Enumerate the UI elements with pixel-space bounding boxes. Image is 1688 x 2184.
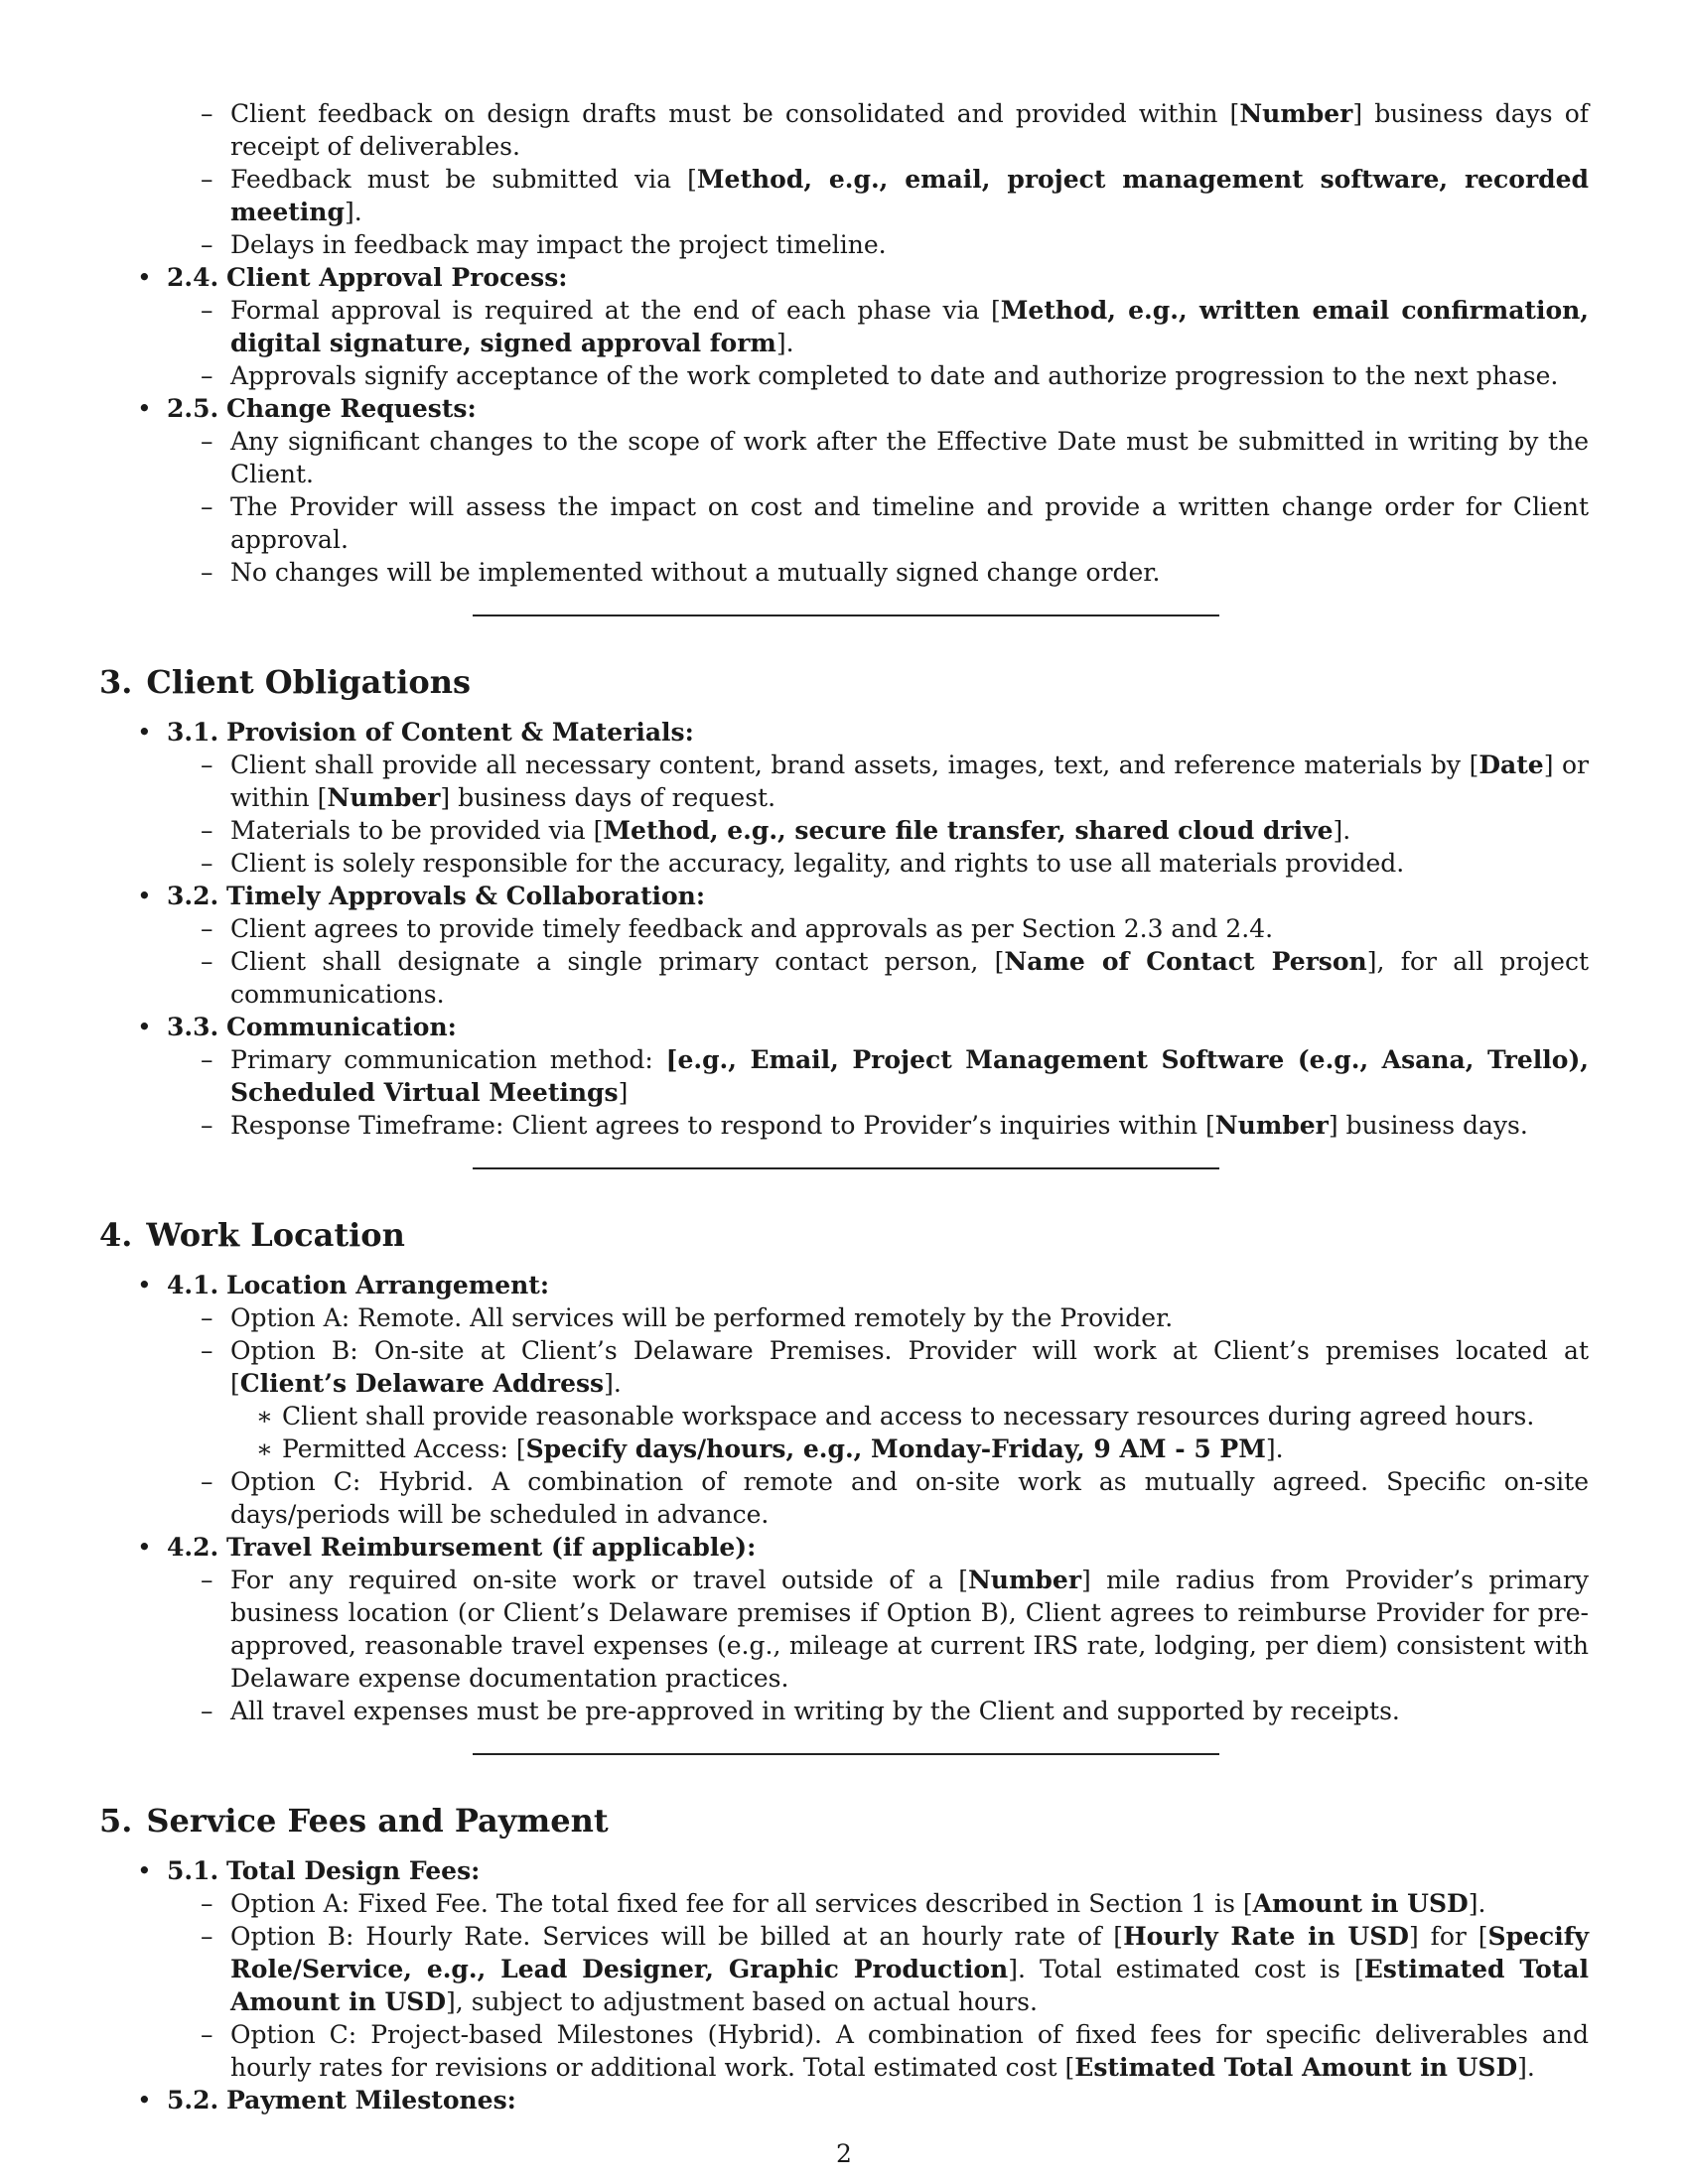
list-item: – Client is solely responsible for the accuracy, legality, and rights to use all materials provided. (167, 847, 1589, 880)
subsection-number: 2.5. (167, 394, 219, 423)
section-2-subsections (99, 261, 1589, 589)
list-item: – Primary communication method: [e.g., Email, Project Management Software (e.g., Asana, Trello), Scheduled Virtual Meetings] (167, 1043, 1589, 1109)
subsection-4-2 (99, 1531, 1589, 1727)
section-3-subsections (99, 716, 1589, 1142)
section-divider (473, 614, 1219, 616)
list-item: – The Provider will assess the impact on cost and timeline and provide a written change order for Client approval. (167, 490, 1589, 556)
list-item: – Delays in feedback may impact the project timeline. (167, 228, 1589, 261)
section-divider (473, 1167, 1219, 1169)
subsection-number: 3.3. (167, 1013, 219, 1041)
subsection-2-4 (99, 261, 1589, 392)
subsection-4-1 (99, 1269, 1589, 1531)
subsection-3-3 (99, 1011, 1589, 1142)
subsection-3-2 (99, 880, 1589, 1011)
subsection-3-1 (99, 716, 1589, 880)
subsection-number: 5.1. (167, 1856, 219, 1885)
section-divider (473, 1753, 1219, 1755)
list-item: ∗ Permitted Access: [Specify days/hours, e.g., Monday-Friday, 9 AM - 5 PM]. (230, 1433, 1589, 1465)
subsection-title: Travel Reimbursement (if applicable): (226, 1533, 757, 1562)
subsection-title: Client Approval Process: (226, 263, 568, 292)
list-item: – Option B: Hourly Rate. Services will be billed at an hourly rate of [Hourly Rate in USD] for [Specify Role/Service, e.g., Lead Designer, Graphic Production]. Total estimated cost is [Estimated Total Amount in USD], subject to adjustment based on actual hours. (167, 1920, 1589, 2018)
list-item: – Option C: Hybrid. A combination of remote and on-site work as mutually agreed. Specific on-site days/periods will be scheduled in advance. (167, 1465, 1589, 1531)
subsection-number: 4.2. (167, 1533, 219, 1562)
feedback-list (167, 97, 1589, 261)
subsection-title: Timely Approvals & Collaboration: (226, 882, 706, 910)
subsection-5-1 (99, 1854, 1589, 2084)
section-heading-5: 5. Service Fees and Payment (99, 1802, 609, 1840)
subsection-5-2 (99, 2084, 1589, 2116)
list-item: – Option C: Project-based Milestones (Hybrid). A combination of fixed fees for specific deliverables and hourly rates for revisions or additional work. Total estimated cost [Estimated Total Amount in USD]. (167, 2018, 1589, 2084)
subsection-number: 4.1. (167, 1271, 219, 1299)
list-item: – Option A: Fixed Fee. The total fixed fee for all services described in Section 1 is [Amount in USD]. (167, 1887, 1589, 1920)
list-item: – Any significant changes to the scope of work after the Effective Date must be submitted in writing by the Client. (167, 425, 1589, 490)
section-heading-4: 4. Work Location (99, 1216, 405, 1254)
subsection-number: 5.2. (167, 2086, 219, 2115)
list-item: – Materials to be provided via [Method, e.g., secure file transfer, shared cloud drive]. (167, 814, 1589, 847)
subsection-number: 3.2. (167, 882, 219, 910)
list-item: – Feedback must be submitted via [Method, e.g., email, project management software, recorded meeting]. (167, 163, 1589, 228)
list-item: – Formal approval is required at the end of each phase via [Method, e.g., written email confirmation, digital signature, signed approval form]. (167, 294, 1589, 359)
subsection-title: Change Requests: (226, 394, 477, 423)
subsection-title: Payment Milestones: (226, 2086, 516, 2115)
subsection-number: 2.4. (167, 263, 219, 292)
subsection-title: Provision of Content & Materials: (226, 718, 694, 747)
subsection-title: Location Arrangement: (226, 1271, 550, 1299)
list-item: – For any required on-site work or travel outside of a [Number] mile radius from Provider’s primary business location (or Client’s Delaware premises if Option B), Client agrees to reimburse Provider for pre-approved, reasonable travel expenses (e.g., mileage at current IRS rate, lodging, per diem) consistent with Delaware expense documentation practices. (167, 1564, 1589, 1695)
document-body (99, 97, 1589, 2116)
page-number: 2 (836, 2139, 852, 2168)
list-item: – All travel expenses must be pre-approved in writing by the Client and supported by receipts. (167, 1695, 1589, 1727)
list-item: – Client agrees to provide timely feedback and approvals as per Section 2.3 and 2.4. (167, 912, 1589, 945)
section-5-subsections (99, 1854, 1589, 2116)
list-item: – Approvals signify acceptance of the work completed to date and authorize progression to the next phase. (167, 359, 1589, 392)
list-item: – Client shall provide all necessary content, brand assets, images, text, and reference materials by [Date] or within [Number] business days of request. (167, 749, 1589, 814)
list-item: ∗ Client shall provide reasonable workspace and access to necessary resources during agreed hours. (230, 1400, 1589, 1433)
list-item: – No changes will be implemented without a mutually signed change order. (167, 556, 1589, 589)
subsection-title: Communication: (226, 1013, 457, 1041)
list-item: – Client shall designate a single primary contact person, [Name of Contact Person], for all project communications. (167, 945, 1589, 1011)
subsection-title: Total Design Fees: (226, 1856, 481, 1885)
subsection-2-5 (99, 392, 1589, 589)
section-heading-3: 3. Client Obligations (99, 663, 471, 701)
list-item: – Response Timeframe: Client agrees to respond to Provider’s inquiries within [Number] business days. (167, 1109, 1589, 1142)
list-item: – Option A: Remote. All services will be performed remotely by the Provider. (167, 1301, 1589, 1334)
list-item: – Client feedback on design drafts must be consolidated and provided within [Number] business days of receipt of deliverables. (167, 97, 1589, 163)
section-4-subsections (99, 1269, 1589, 1727)
list-item: – Option B: On-site at Client’s Delaware Premises. Provider will work at Client’s premises located at [Client’s Delaware Address]. ∗ Client shall provide reasonable workspace and access to necessary resources during agreed hours. ∗ Permitted Access: [Specify days/hours, e.g., Monday-Friday, 9 AM - 5 PM]. (167, 1334, 1589, 1465)
subsection-number: 3.1. (167, 718, 219, 747)
